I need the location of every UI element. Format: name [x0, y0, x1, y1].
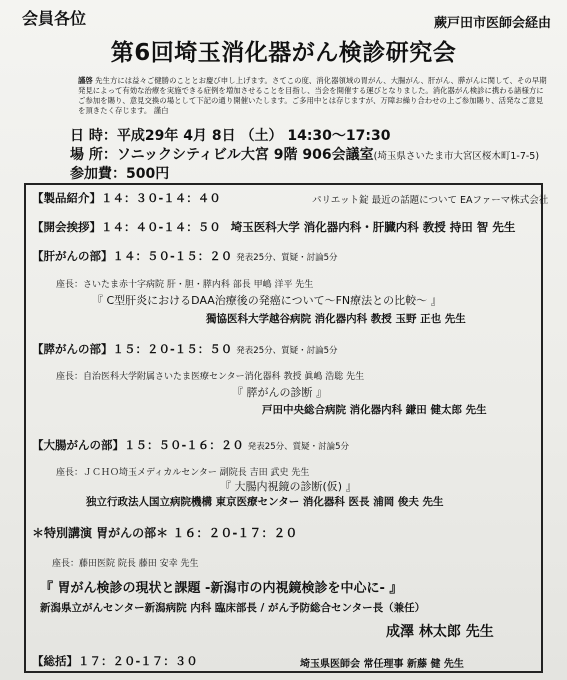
via-label: 蕨戸田市医師会経由: [433, 16, 551, 31]
colon-lecture: 『 大腸内視鏡の診断(仮) 』: [220, 480, 357, 493]
intro-closing: 謹白: [153, 106, 169, 115]
pancreas-label: 【膵がんの部】１５：２０-１５：５０: [32, 342, 233, 356]
intro-label: 謹啓: [78, 76, 93, 85]
colon-section: [32, 437, 349, 453]
intro-text: 先生方には益々ご健勝のこととお慶び申し上げます。さてこの度、消化器領域の胃がん、大腸がん、肝がん、膵がんに関して、その早期発見によって有効な治療を実施できる症例を増加させることを目指し、当会を開催する運びとなりました。消化器がん検診に携わる諸様方にご参加を賜り、意見交換の場として下記の通り開催いたします。ご多用中とは存じますが、万障お繰り合わせの上ご参加賜り、活発なご意見を頂きたく存じます。: [78, 76, 547, 115]
colon-speaker: 独立行政法人国立病院機構 東京医療センター 消化器科 医長 浦岡 俊夫 先生: [86, 496, 444, 508]
liver-chair: 座長：さいたま赤十字病院 肝・胆・膵内科 部長 甲嶋 洋平 先生: [56, 280, 314, 290]
venue-address: (埼玉県さいたま市大宮区桜木町1-7-5): [373, 151, 540, 162]
special-lecture: 『 胃がん検診の現状と課題 -新潟市の内視鏡検診を中心に- 』: [40, 581, 403, 596]
opening-section: [32, 219, 515, 235]
pancreas-speaker: 戸田中央総合病院 消化器内科 鎌田 健太郎 先生: [262, 404, 487, 416]
pancreas-note: 発表25分、質疑・討論5分: [236, 346, 338, 356]
pancreas-lecture: 『 膵がんの診断 』: [232, 386, 327, 399]
intro-paragraph: [78, 76, 548, 116]
pancreas-section: [32, 341, 338, 357]
liver-speaker: 獨協医科大学越谷病院 消化器内科 教授 玉野 正也 先生: [206, 313, 466, 325]
colon-note: 発表25分、質疑・討論5分: [247, 442, 350, 452]
opening-detail: 埼玉医科大学 消化器内科・肝臓内科 教授 持田 智 先生: [230, 220, 516, 234]
colon-label: 【大腸がんの部】１５：５０-１６：２０: [32, 438, 244, 452]
venue-text: 場 所：ソニックシティビル大宮 9階 906会議室: [70, 147, 374, 163]
special-section-label: ＊特別講演 胃がんの部＊ １６：２０-１７：２０: [32, 526, 298, 540]
pancreas-chair: 座長：自治医科大学附属さいたま医療センター消化器科 教授 眞嶋 浩聡 先生: [56, 372, 365, 382]
special-affiliation: 新潟県立がんセンター新潟病院 内科 臨床部長 / がん予防総合センター長（兼任）: [40, 602, 426, 614]
page-title: 第6回埼玉消化器がん検診研究会: [110, 40, 457, 66]
product-section-label: 【製品紹介】１４：３０-１４：４０: [32, 191, 221, 205]
summary-detail: 埼玉県医師会 常任理事 新藤 健 先生: [300, 659, 464, 670]
liver-label: 【肝がんの部】１４：５０-１５：２０: [32, 249, 233, 263]
product-detail: パリエット錠 最近の話題について EAファーマ株式会社: [312, 195, 549, 206]
event-datetime: 日 時：平成29年 4月 8日 （土） 14:30〜17:30: [70, 128, 391, 144]
special-speaker: 成澤 林太郎 先生: [386, 624, 494, 640]
addressee: 会員各位: [22, 9, 87, 28]
event-fee: 参加費：500円: [70, 166, 170, 182]
event-venue: [70, 144, 539, 164]
special-chair: 座長：藤田医院 院長 藤田 安幸 先生: [52, 559, 199, 569]
summary-section-label: 【総括】１７：２０-１７：３０: [32, 654, 198, 668]
liver-lecture: 『 C型肝炎におけるDAA治療後の発癌について〜FN療法との比較〜 』: [92, 294, 442, 307]
opening-label: 【開会挨拶】１４：４０-１４：５０: [32, 220, 221, 234]
colon-chair: 座長：ＪＣＨＯ埼玉メディカルセンター 副院長 吉田 武史 先生: [56, 468, 310, 478]
liver-section: [32, 248, 338, 264]
liver-note: 発表25分、質疑・討論5分: [236, 253, 338, 263]
